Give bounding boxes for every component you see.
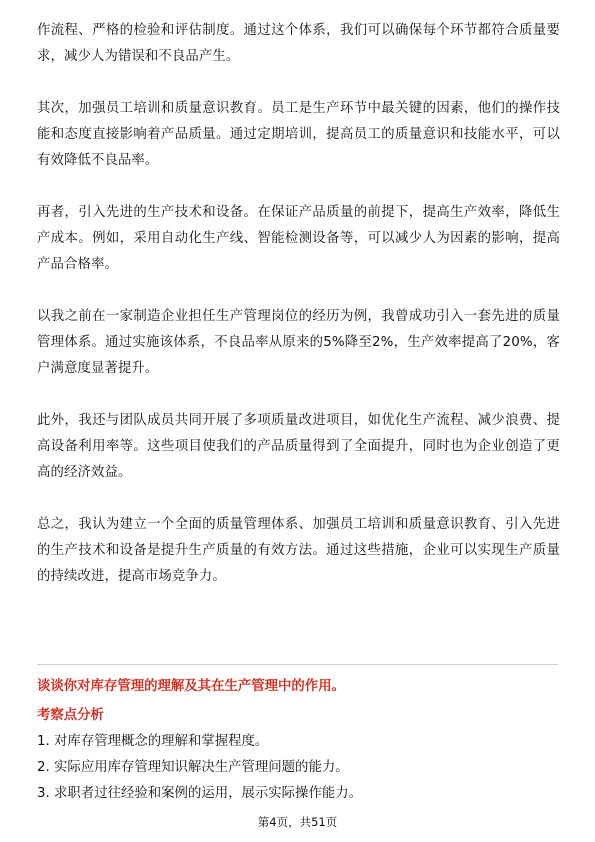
analysis-points: [37, 729, 560, 807]
list-item: 2. 实际应用库存管理知识解决生产管理问题的能力。: [37, 760, 349, 775]
list-item: 1. 对库存管理概念的理解和掌握程度。: [37, 734, 269, 749]
answer-paragraph: 其次，加强员工培训和质量意识教育。员工是生产环节中最关键的因素，他们的操作技能和态度直接影响着产品质量。通过定期培训，提高员工的质量意识和技能水平，可以有效降低不良品率。: [37, 101, 560, 168]
answer-paragraph: 作流程、严格的检验和评估制度。通过这个体系，我们可以确保每个环节都符合质量要求，减少人为错误和不良品产生。: [37, 23, 560, 64]
answer-paragraph: 以我之前在一家制造企业担任生产管理岗位的经历为例，我曾成功引入一套先进的质量管理体系。通过实施该体系，不良品率从原来的5%降至2%，生产效率提高了20%，客户满意度显著提升。: [37, 309, 560, 376]
answer-paragraph: 此外，我还与团队成员共同开展了多项质量改进项目，如优化生产流程、减少浪费、提高设备利用率等。这些项目使我们的产品质量得到了全面提升，同时也为企业创造了更高的经济效益。: [37, 413, 560, 480]
answer-paragraph: 再者，引入先进的生产技术和设备。在保证产品质量的前提下，提高生产效率，降低生产成本。例如，采用自动化生产线、智能检测设备等，可以减少人为因素的影响，提高产品合格率。: [37, 205, 560, 272]
page-number: 第4页，共51页: [257, 815, 338, 829]
analysis-heading: 考察点分析: [37, 708, 104, 723]
answer-body: [37, 18, 560, 590]
answer-paragraph: 总之，我认为建立一个全面的质量管理体系、加强员工培训和质量意识教育、引入先进的生产技术和设备是提升生产质量的有效方法。通过这些措施，企业可以实现生产质量的持续改进，提高市场竞争力。: [37, 517, 560, 584]
interview-question: 谈谈你对库存管理的理解及其在生产管理中的作用。: [37, 679, 345, 694]
list-item: 3. 求职者过往经验和案例的运用，展示实际操作能力。: [37, 786, 363, 801]
section-divider: [37, 664, 558, 665]
